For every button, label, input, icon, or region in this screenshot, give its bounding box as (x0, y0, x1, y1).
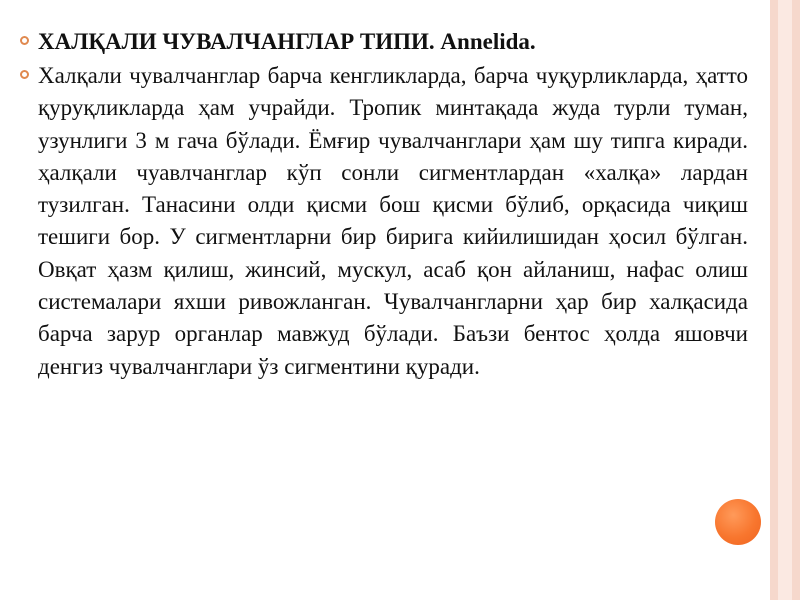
bullet-icon (20, 70, 29, 79)
decorative-orange-circle (715, 499, 761, 545)
slide-content (20, 26, 752, 383)
bullet-icon (20, 36, 29, 45)
title-row (20, 26, 752, 58)
slide-body-text: Халқали чувалчанглар барча кенгликларда, барча чуқурликларда, ҳатто қуруқликларда ҳам учрайди. Тропик минтақада жуда турли туман, узунлиги 3 м гача бўлади. Ёмғир чувалчанглари ҳам шу типга киради. ҳалқали чуавлчанглар кўп сонли сигментлардан «халқа» лардан тузилган. Танасини олди қисми бош қисми бўлиб, орқасида чиқиш тешиги бор. У сигментларни бир бирига кийилишидан ҳосил бўлган. Овқат ҳазм қилиш, жинсий, мускул, асаб қон айланиш, нафас олиш системалари яхши ривожланган. Чувалчангларни ҳар бир халқасида барча зарур органлар мавжуд бўлади. Баъзи бентос ҳолда яшовчи денгиз чувалчанглари ўз сигментини қуради. (38, 63, 748, 379)
slide-title: ХАЛҚАЛИ ЧУВАЛЧАНГЛАР ТИПИ. Annelida. (38, 29, 536, 54)
body-row (20, 60, 752, 383)
decorative-side-bar-stripe (778, 0, 792, 600)
